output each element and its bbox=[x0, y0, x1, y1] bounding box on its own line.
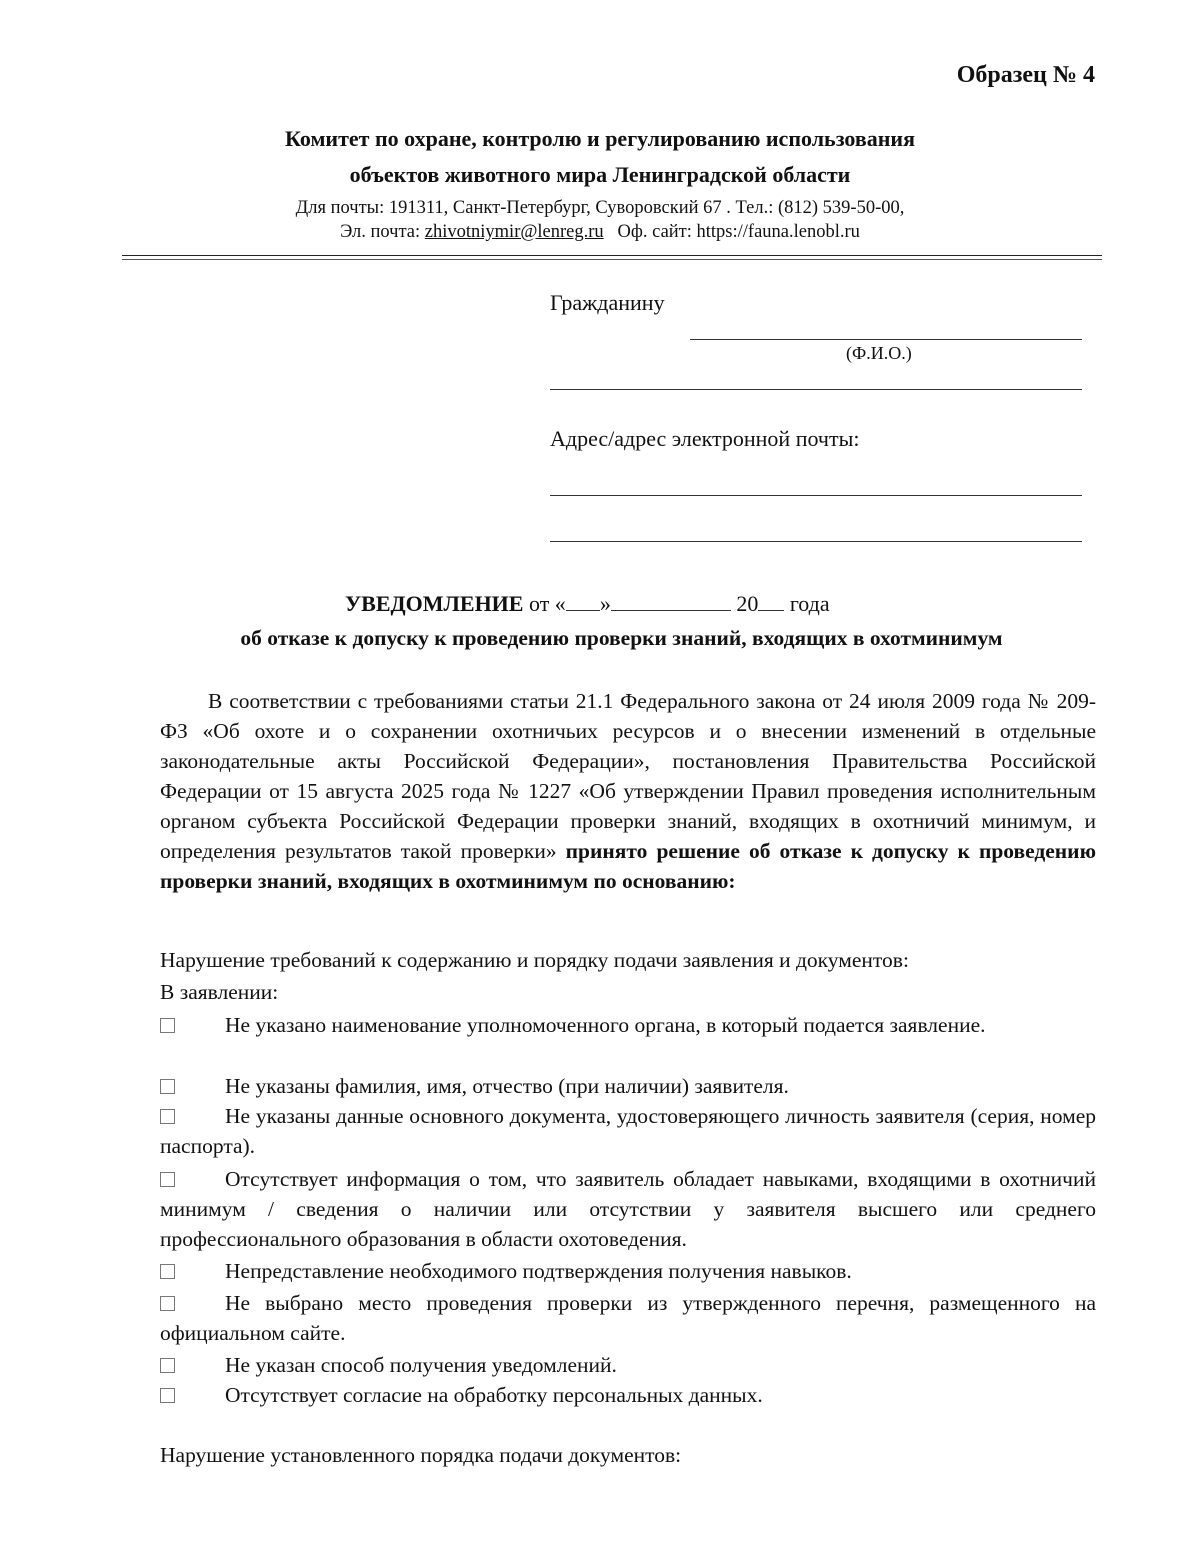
reason-item bbox=[160, 1288, 1096, 1348]
sample-number: Образец № 4 bbox=[956, 62, 1095, 88]
address-line-2[interactable] bbox=[550, 541, 1082, 542]
header-divider-secondary bbox=[122, 259, 1102, 260]
reason-item bbox=[160, 1256, 1096, 1286]
recipient-label: Гражданину bbox=[550, 290, 665, 315]
org-name-line2: объектов животного мира Ленинградской области bbox=[349, 162, 851, 187]
notice-title bbox=[345, 591, 830, 617]
reason-item bbox=[160, 1071, 1096, 1101]
order-violation-heading: Нарушение установленного порядка подачи документов: bbox=[160, 1443, 682, 1467]
reason-checkbox[interactable] bbox=[160, 1388, 175, 1403]
reason-item bbox=[160, 1350, 1096, 1380]
main-paragraph bbox=[160, 686, 1096, 896]
reason-text: Не выбрано место проведения проверки из утвержденного перечня, размещенного на официальном сайте. bbox=[160, 1291, 1096, 1345]
reason-checkbox[interactable] bbox=[160, 1079, 175, 1094]
reason-checkbox[interactable] bbox=[160, 1296, 175, 1311]
reason-item bbox=[160, 1380, 1096, 1410]
violation-heading: Нарушение требований к содержанию и порядку подачи заявления и документов: bbox=[160, 948, 909, 972]
fio-line[interactable] bbox=[690, 339, 1082, 340]
header-divider bbox=[122, 255, 1102, 256]
reason-item bbox=[160, 1101, 1096, 1161]
paragraph-bold: принято решение об отказе к допуску к проведению проверки знаний, входящих в охотминимум по основанию: bbox=[160, 839, 1096, 893]
reason-checkbox[interactable] bbox=[160, 1264, 175, 1279]
reason-item bbox=[160, 1164, 1096, 1254]
reason-text: Не указаны данные основного документа, удостоверяющего личность заявителя (серия, номер паспорта). bbox=[160, 1104, 1096, 1158]
reason-text: Не указано наименование уполномоченного органа, в который подается заявление. bbox=[225, 1013, 986, 1037]
email-link[interactable]: zhivotniymir@lenreg.ru bbox=[424, 222, 604, 242]
year-blank[interactable] bbox=[758, 610, 784, 611]
notice-subtitle: об отказе к допуску к проведению проверки знаний, входящих в охотминимум bbox=[240, 626, 1003, 650]
reason-text: Отсутствует согласие на обработку персональных данных. bbox=[225, 1383, 763, 1407]
reason-text: Отсутствует информация о том, что заявитель обладает навыками, входящими в охотничий минимум / сведения о наличии или отсутствии у заявителя высшего или среднего профессионального образования в области охотоведения. bbox=[160, 1167, 1096, 1251]
address-line-1[interactable] bbox=[550, 495, 1082, 496]
month-blank[interactable] bbox=[611, 610, 731, 611]
notice-title-bold: УВЕДОМЛЕНИЕ bbox=[345, 591, 524, 616]
site-link[interactable]: Оф. сайт: https://fauna.lenobl.ru bbox=[617, 222, 860, 242]
reason-text: Не указаны фамилия, имя, отчество (при наличии) заявителя. bbox=[225, 1074, 789, 1098]
year-suffix: года bbox=[789, 591, 830, 616]
fio-caption: (Ф.И.О.) bbox=[846, 343, 912, 363]
day-blank[interactable] bbox=[566, 610, 600, 611]
email-label: Эл. почта: bbox=[340, 222, 421, 242]
paragraph-normal: В соответствии с требованиями статьи 21.1 Федерального закона от 24 июля 2009 года № 209-ФЗ «Об охоте и о сохранении охотничьих ресурсов и о внесении изменений в отдельные законодательные акты Российской Федерации», постановления Правительства Российской Федерации от 15 августа 2025 года № 1227 «Об утверждении Правил проведения исполнительным органом субъекта Российской Федерации проверки знаний, входящих в охотничий минимум, и определения результатов такой проверки» bbox=[160, 689, 1096, 863]
date-prefix: от « bbox=[528, 591, 566, 616]
year-prefix: 20 bbox=[736, 591, 759, 616]
reason-checkbox[interactable] bbox=[160, 1109, 175, 1124]
reason-checkbox[interactable] bbox=[160, 1172, 175, 1187]
recipient-line-2[interactable] bbox=[550, 389, 1082, 390]
reason-text: Непредставление необходимого подтверждения получения навыков. bbox=[225, 1259, 852, 1283]
reason-checkbox[interactable] bbox=[160, 1018, 175, 1033]
in-application-label: В заявлении: bbox=[160, 980, 279, 1004]
contact-line bbox=[0, 222, 1200, 243]
reason-text: Не указан способ получения уведомлений. bbox=[225, 1353, 617, 1377]
date-mid: » bbox=[599, 591, 611, 616]
postal-address: Для почты: 191311, Санкт-Петербург, Суворовский 67 . Тел.: (812) 539-50-00, bbox=[295, 198, 905, 218]
org-name-line1: Комитет по охране, контролю и регулированию использования bbox=[285, 126, 915, 151]
reason-item bbox=[160, 1010, 1096, 1040]
reason-checkbox[interactable] bbox=[160, 1358, 175, 1373]
address-label: Адрес/адрес электронной почты: bbox=[550, 426, 860, 451]
